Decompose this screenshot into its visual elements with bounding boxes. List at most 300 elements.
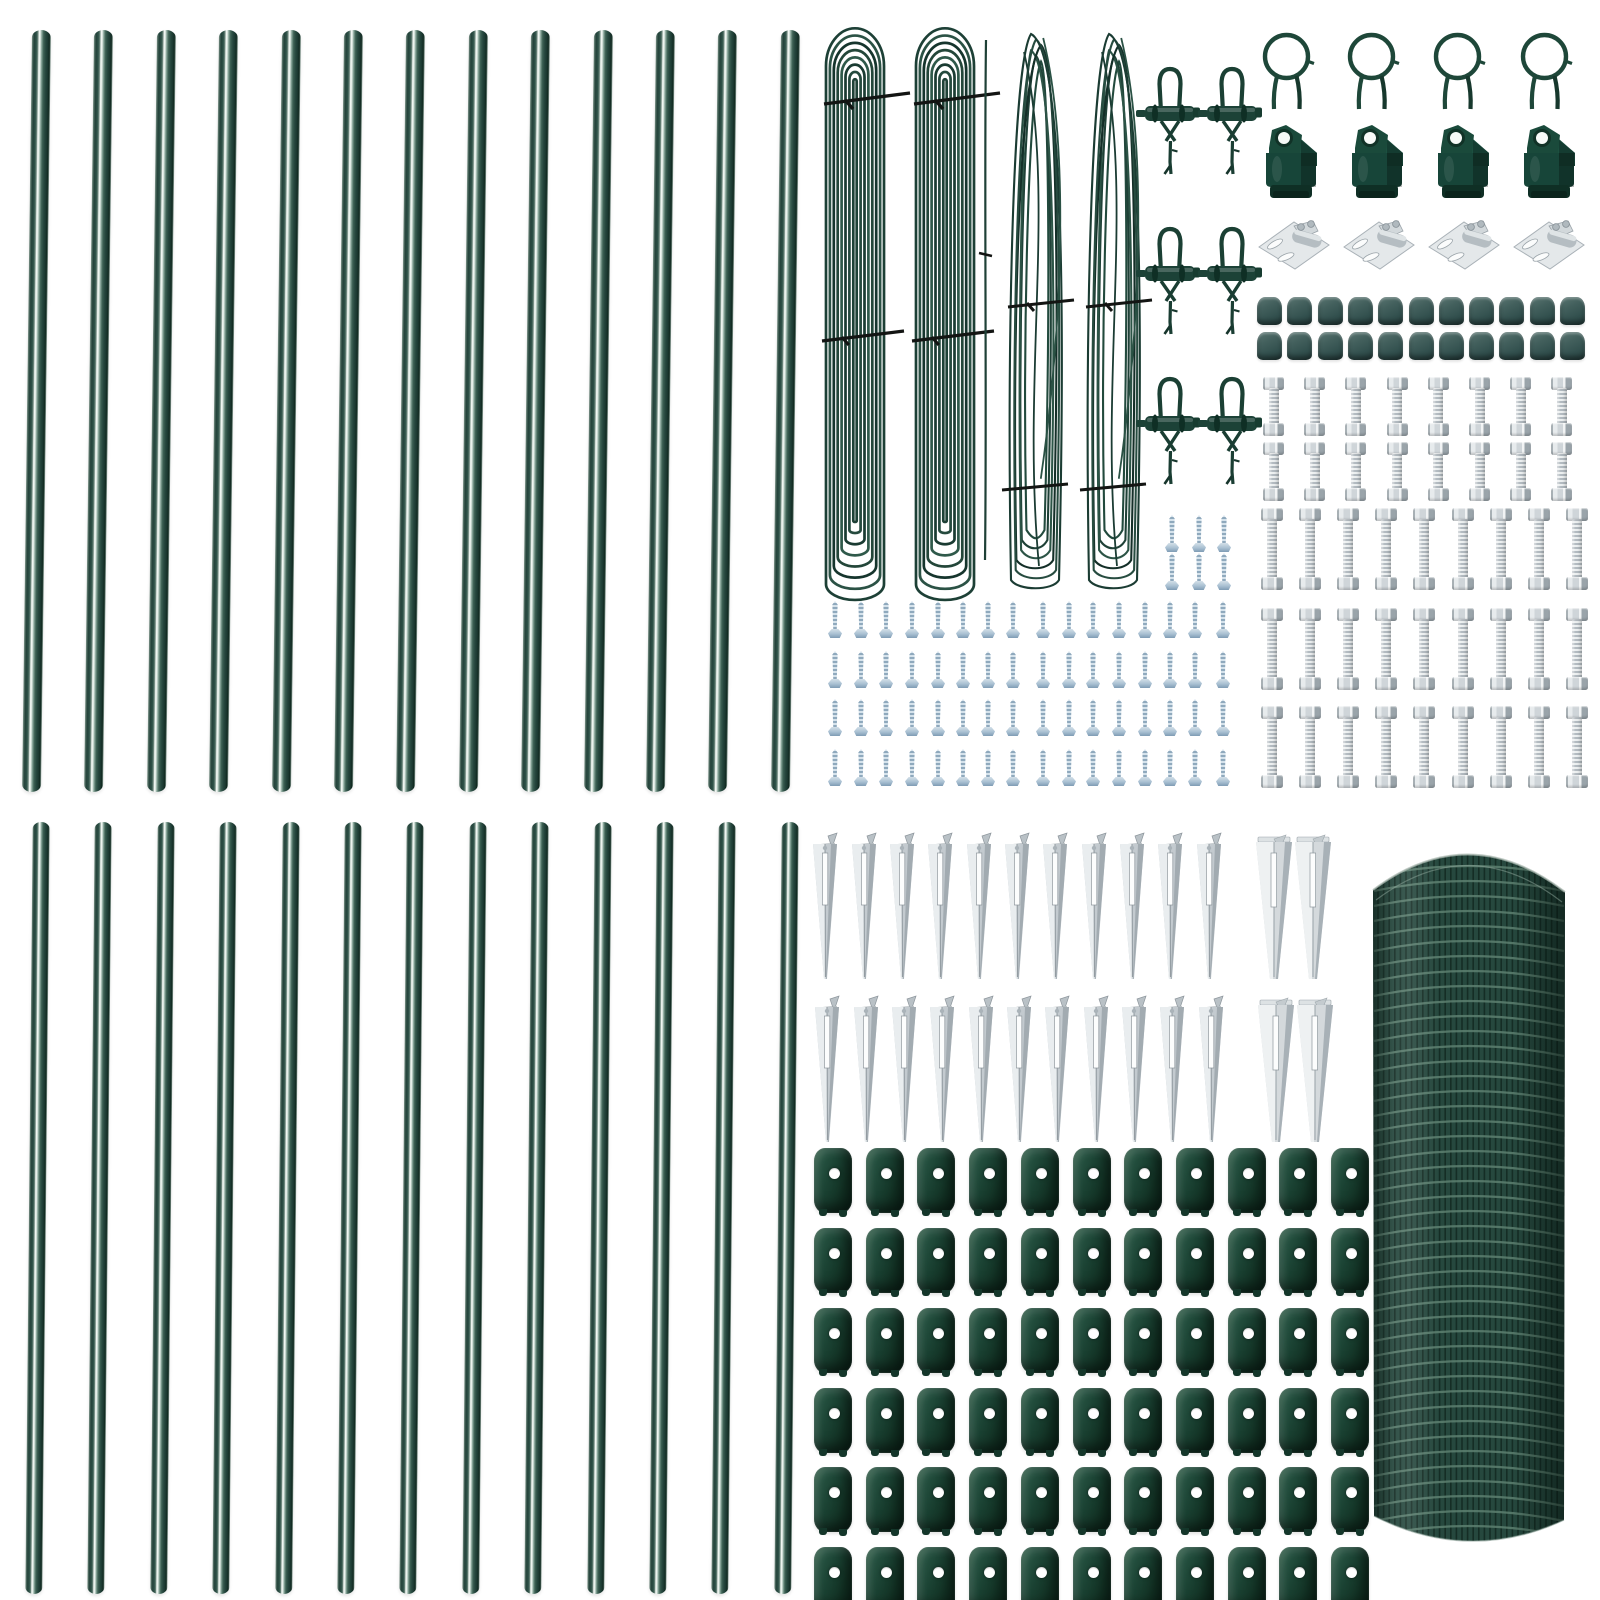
mesh-clip — [1021, 1467, 1059, 1532]
mesh-clip — [814, 1308, 852, 1373]
shape — [1293, 998, 1337, 1146]
bolt-nut — [1566, 775, 1588, 788]
fence-post — [337, 822, 361, 1594]
bolt-nut — [1566, 577, 1588, 590]
screw — [854, 651, 868, 688]
tube-end-cap — [1409, 332, 1434, 360]
shape — [1144, 64, 1202, 180]
stray-wire-strand — [982, 40, 990, 560]
bolt-nut — [1337, 677, 1359, 690]
fence-post — [88, 822, 112, 1594]
ground-spike-wide — [1254, 998, 1298, 1146]
mesh-clip — [866, 1547, 904, 1600]
mesh-texture — [1370, 816, 1568, 1568]
bolt-shaft — [1269, 453, 1279, 490]
screw-head — [981, 679, 995, 688]
mesh-clip — [917, 1148, 955, 1213]
mesh-clip — [1073, 1467, 1111, 1532]
screw-shaft — [1116, 651, 1123, 681]
mesh-clip — [1228, 1467, 1266, 1532]
screw — [1006, 651, 1020, 688]
hex-bolt-long — [1413, 608, 1435, 690]
ground-spike-narrow — [1039, 833, 1071, 983]
shape — [1258, 30, 1315, 112]
shape — [1193, 833, 1225, 983]
shape — [924, 833, 956, 983]
wire-tensioner — [1144, 224, 1202, 340]
bolt-nut — [1452, 577, 1474, 590]
screw — [1006, 699, 1020, 736]
screw — [981, 699, 995, 736]
mesh-clip — [969, 1308, 1007, 1373]
wire-coil-loose — [1006, 26, 1066, 592]
bolt-shaft — [1458, 717, 1468, 777]
ground-spike-narrow — [926, 996, 958, 1146]
tube-end-cap — [1409, 297, 1434, 325]
bolt-nut — [1375, 775, 1397, 788]
hex-bolt-long — [1528, 508, 1550, 590]
screw-shaft — [1167, 601, 1174, 631]
bolt-nut — [1413, 677, 1435, 690]
bolt-nut — [1469, 488, 1490, 501]
mesh-clip — [814, 1467, 852, 1532]
screw-shaft — [1221, 553, 1228, 583]
mesh-clip — [917, 1228, 955, 1293]
fence-post — [396, 30, 425, 792]
shape — [1511, 216, 1587, 272]
mesh-clip — [1279, 1467, 1317, 1532]
bolt-shaft — [1475, 388, 1485, 425]
bolt-shaft — [1516, 388, 1526, 425]
screw — [1112, 651, 1126, 688]
mesh-clip — [866, 1148, 904, 1213]
bolt-nut — [1261, 577, 1283, 590]
mesh-clip — [917, 1547, 955, 1600]
screw-head — [1006, 629, 1020, 638]
screw — [1192, 553, 1206, 590]
fence-post — [25, 822, 49, 1594]
bolt-nut — [1469, 423, 1490, 436]
screw — [1163, 651, 1177, 688]
screw-shaft — [935, 601, 942, 631]
ground-spike-narrow — [850, 996, 882, 1146]
hex-bolt-short — [1304, 377, 1325, 436]
shape — [1341, 216, 1417, 272]
screw-head — [879, 679, 893, 688]
bolt-shaft — [1381, 619, 1391, 679]
wire-tensioner — [1144, 64, 1202, 180]
screw-shaft — [1010, 601, 1017, 631]
shape — [1154, 833, 1186, 983]
mesh-clip — [1331, 1308, 1369, 1373]
bolt-nut — [1490, 775, 1512, 788]
wire-coil-tight — [822, 30, 888, 592]
ground-spike-narrow — [1078, 833, 1110, 983]
mesh-clip — [1331, 1547, 1369, 1600]
screw-shaft — [1169, 553, 1176, 583]
screw — [1036, 601, 1050, 638]
screw-shaft — [1167, 699, 1174, 729]
screw-head — [1086, 679, 1100, 688]
hex-bolt-short — [1551, 377, 1572, 436]
screw — [1112, 601, 1126, 638]
bolt-nut — [1387, 488, 1408, 501]
bolt-nut — [1304, 488, 1325, 501]
shape — [1516, 30, 1573, 112]
screw-shaft — [1040, 749, 1047, 779]
bolt-shaft — [1433, 453, 1443, 490]
tube-end-cap — [1287, 297, 1312, 325]
screw — [1112, 699, 1126, 736]
hex-bolt-long — [1566, 608, 1588, 690]
ground-spike-narrow — [1003, 996, 1035, 1146]
ground-spike-narrow — [1193, 833, 1225, 983]
screw-head — [1062, 777, 1076, 786]
mesh-clip — [866, 1228, 904, 1293]
screw-shaft — [1192, 601, 1199, 631]
screw-head — [879, 629, 893, 638]
screw-shaft — [935, 699, 942, 729]
mesh-clip — [917, 1467, 955, 1532]
screw — [1163, 699, 1177, 736]
screw-head — [1188, 727, 1202, 736]
shape — [963, 833, 995, 983]
screw-head — [931, 777, 945, 786]
hex-bolt-short — [1387, 442, 1408, 501]
screw-head — [905, 629, 919, 638]
screw — [1006, 601, 1020, 638]
mesh-clip — [1124, 1148, 1162, 1213]
screw — [1036, 699, 1050, 736]
bolt-shaft — [1267, 519, 1277, 579]
bolt-nut — [1452, 677, 1474, 690]
tube-end-cap — [1318, 332, 1343, 360]
screw-shaft — [1167, 749, 1174, 779]
pin-clip — [1429, 30, 1486, 112]
tube-end-cap — [1499, 332, 1524, 360]
screw — [1216, 651, 1230, 688]
bolt-shaft — [1496, 619, 1506, 679]
screw-shaft — [1220, 699, 1227, 729]
screw-head — [1006, 679, 1020, 688]
screw-shaft — [883, 601, 890, 631]
screw-shaft — [1220, 651, 1227, 681]
bolt-shaft — [1392, 453, 1402, 490]
shape — [1345, 122, 1407, 200]
shape — [1431, 122, 1493, 200]
screw-head — [1112, 629, 1126, 638]
mesh-clip — [866, 1467, 904, 1532]
screw-shaft — [1142, 651, 1149, 681]
screw-head — [1138, 679, 1152, 688]
mesh-clip — [814, 1228, 852, 1293]
screw-head — [956, 727, 970, 736]
screw-shaft — [1066, 601, 1073, 631]
screw — [931, 749, 945, 786]
bolt-shaft — [1475, 453, 1485, 490]
shape — [1343, 30, 1400, 112]
screw-shaft — [883, 651, 890, 681]
bolt-shaft — [1305, 519, 1315, 579]
screw-head — [1138, 777, 1152, 786]
shape — [888, 996, 920, 1146]
ground-spike-narrow — [848, 833, 880, 983]
ground-spike-narrow — [1001, 833, 1033, 983]
mesh-clip — [1228, 1388, 1266, 1453]
post-cap — [1431, 122, 1493, 200]
bolt-shaft — [1419, 717, 1429, 777]
bolt-shaft — [1351, 453, 1361, 490]
bolt-shaft — [1351, 388, 1361, 425]
hex-bolt-long — [1337, 706, 1359, 788]
shape — [1156, 996, 1188, 1146]
shape — [1259, 122, 1321, 200]
bolt-shaft — [1557, 388, 1567, 425]
fence-post — [521, 30, 550, 792]
screw — [931, 699, 945, 736]
screw-shaft — [1090, 749, 1097, 779]
screw-head — [1112, 777, 1126, 786]
ground-spike-narrow — [811, 996, 843, 1146]
bolt-nut — [1345, 423, 1366, 436]
mesh-clip — [969, 1148, 1007, 1213]
screw — [931, 601, 945, 638]
hex-bolt-long — [1299, 608, 1321, 690]
shape — [1144, 224, 1202, 340]
screw-head — [1163, 777, 1177, 786]
tube-end-cap — [1530, 332, 1555, 360]
mesh-clip — [1021, 1547, 1059, 1600]
fence-post — [587, 822, 611, 1594]
fence-post — [400, 822, 424, 1594]
screw — [1165, 553, 1179, 590]
screw-head — [956, 679, 970, 688]
screw-head — [854, 679, 868, 688]
screw-shaft — [858, 749, 865, 779]
mesh-clip — [1331, 1228, 1369, 1293]
shape — [809, 833, 841, 983]
pin-clip — [1516, 30, 1573, 112]
screw-head — [1192, 543, 1206, 552]
tube-end-cap — [1469, 332, 1494, 360]
mesh-clip — [1021, 1308, 1059, 1373]
bolt-shaft — [1305, 619, 1315, 679]
fence-post — [22, 30, 51, 792]
mesh-clip — [1279, 1388, 1317, 1453]
screw-head — [854, 777, 868, 786]
tube-end-cap — [1318, 297, 1343, 325]
screw-head — [1112, 679, 1126, 688]
fence-post — [462, 822, 486, 1594]
hex-bolt-long — [1337, 508, 1359, 590]
screw-shaft — [1192, 651, 1199, 681]
screw — [1062, 651, 1076, 688]
mesh-clip — [1279, 1148, 1317, 1213]
screw — [1163, 601, 1177, 638]
screw — [1217, 553, 1231, 590]
screw — [956, 651, 970, 688]
screw-shaft — [960, 651, 967, 681]
ground-spike-narrow — [1195, 996, 1227, 1146]
bolt-nut — [1413, 577, 1435, 590]
tube-end-cap — [1348, 297, 1373, 325]
bolt-shaft — [1267, 717, 1277, 777]
fence-post — [712, 822, 736, 1594]
screw-head — [1062, 727, 1076, 736]
mesh-clip — [1228, 1148, 1266, 1213]
bolt-nut — [1375, 677, 1397, 690]
hex-bolt-long — [1490, 608, 1512, 690]
tube-end-cap — [1560, 332, 1585, 360]
screw — [854, 749, 868, 786]
shape — [1291, 835, 1335, 983]
mesh-clip — [969, 1467, 1007, 1532]
fence-post — [524, 822, 548, 1594]
screw-shaft — [985, 699, 992, 729]
screw-shaft — [858, 699, 865, 729]
screw-shaft — [832, 699, 839, 729]
bolt-nut — [1428, 488, 1449, 501]
hex-bolt-long — [1299, 706, 1321, 788]
wire-tensioner — [1144, 374, 1202, 490]
tube-end-cap — [1257, 332, 1282, 360]
screw-shaft — [858, 651, 865, 681]
hex-bolt-short — [1469, 377, 1490, 436]
mesh-clip — [1124, 1547, 1162, 1600]
ground-spike-wide — [1252, 835, 1296, 983]
mesh-clip — [1279, 1547, 1317, 1600]
screw-shaft — [960, 699, 967, 729]
bolt-nut — [1299, 775, 1321, 788]
hex-bolt-long — [1528, 706, 1550, 788]
tube-end-cap — [1257, 297, 1282, 325]
screw-shaft — [909, 749, 916, 779]
bolt-nut — [1490, 677, 1512, 690]
bolt-nut — [1337, 577, 1359, 590]
hex-bolt-short — [1304, 442, 1325, 501]
shape — [1256, 216, 1332, 272]
screw — [1062, 699, 1076, 736]
screw-head — [905, 679, 919, 688]
bolt-nut — [1490, 577, 1512, 590]
screw-head — [1216, 629, 1230, 638]
screw — [931, 651, 945, 688]
screw-head — [1163, 629, 1177, 638]
screw-head — [1036, 629, 1050, 638]
bolt-nut — [1551, 488, 1572, 501]
shape — [1206, 374, 1264, 490]
fence-post — [209, 30, 238, 792]
hex-bolt-long — [1566, 508, 1588, 590]
bolt-shaft — [1496, 717, 1506, 777]
screw-shaft — [1066, 749, 1073, 779]
screw — [1086, 699, 1100, 736]
bolt-nut — [1304, 423, 1325, 436]
screw — [828, 601, 842, 638]
screw-head — [828, 629, 842, 638]
screw — [956, 601, 970, 638]
mesh-clip — [969, 1228, 1007, 1293]
hex-bolt-long — [1452, 508, 1474, 590]
fence-post — [147, 30, 176, 792]
mount-plate — [1511, 216, 1587, 272]
hex-bolt-long — [1337, 608, 1359, 690]
shape — [1252, 835, 1296, 983]
bolt-nut — [1528, 577, 1550, 590]
hex-bolt-short — [1345, 442, 1366, 501]
mesh-clip — [814, 1148, 852, 1213]
shape — [848, 833, 880, 983]
mesh-clip — [814, 1388, 852, 1453]
screw — [828, 699, 842, 736]
screw-shaft — [909, 601, 916, 631]
mesh-clip — [1176, 1308, 1214, 1373]
hex-bolt-short — [1345, 377, 1366, 436]
screw-head — [1062, 629, 1076, 638]
shape — [1116, 833, 1148, 983]
screw-head — [1062, 679, 1076, 688]
tube-end-cap — [1530, 297, 1555, 325]
hex-bolt-long — [1261, 706, 1283, 788]
wire-coil-tight — [912, 30, 978, 592]
screw-head — [956, 629, 970, 638]
tube-end-cap — [1348, 332, 1373, 360]
shape — [850, 996, 882, 1146]
screw — [1188, 699, 1202, 736]
bolt-nut — [1528, 775, 1550, 788]
pin-clip — [1258, 30, 1315, 112]
hex-bolt-short — [1263, 377, 1284, 436]
fence-post — [708, 30, 737, 792]
mesh-clip — [1279, 1308, 1317, 1373]
ground-spike-wide — [1291, 835, 1335, 983]
screw-head — [1217, 543, 1231, 552]
shape — [912, 30, 978, 592]
bolt-nut — [1299, 677, 1321, 690]
fence-post — [334, 30, 363, 792]
screw-head — [905, 777, 919, 786]
screw-shaft — [1090, 699, 1097, 729]
screw-shaft — [1116, 749, 1123, 779]
screw — [828, 749, 842, 786]
post-cap — [1259, 122, 1321, 200]
shape — [1144, 374, 1202, 490]
screw-head — [1188, 777, 1202, 786]
screw — [1036, 749, 1050, 786]
screw — [1062, 749, 1076, 786]
hex-bolt-long — [1528, 608, 1550, 690]
screw-shaft — [1220, 749, 1227, 779]
bolt-shaft — [1433, 388, 1443, 425]
screw-head — [879, 777, 893, 786]
bolt-nut — [1337, 775, 1359, 788]
screw-shaft — [883, 749, 890, 779]
screw — [1165, 515, 1179, 552]
screw-shaft — [985, 601, 992, 631]
screw-head — [1138, 629, 1152, 638]
bolt-nut — [1413, 775, 1435, 788]
mesh-clip — [1124, 1228, 1162, 1293]
tube-end-cap — [1439, 297, 1464, 325]
shape — [1006, 26, 1066, 592]
fence-post — [272, 30, 301, 792]
screw-shaft — [1169, 515, 1176, 545]
mesh-clip — [1073, 1547, 1111, 1600]
mesh-clip — [814, 1547, 852, 1600]
screw — [854, 699, 868, 736]
screw-shaft — [960, 601, 967, 631]
mesh-clip — [1228, 1228, 1266, 1293]
